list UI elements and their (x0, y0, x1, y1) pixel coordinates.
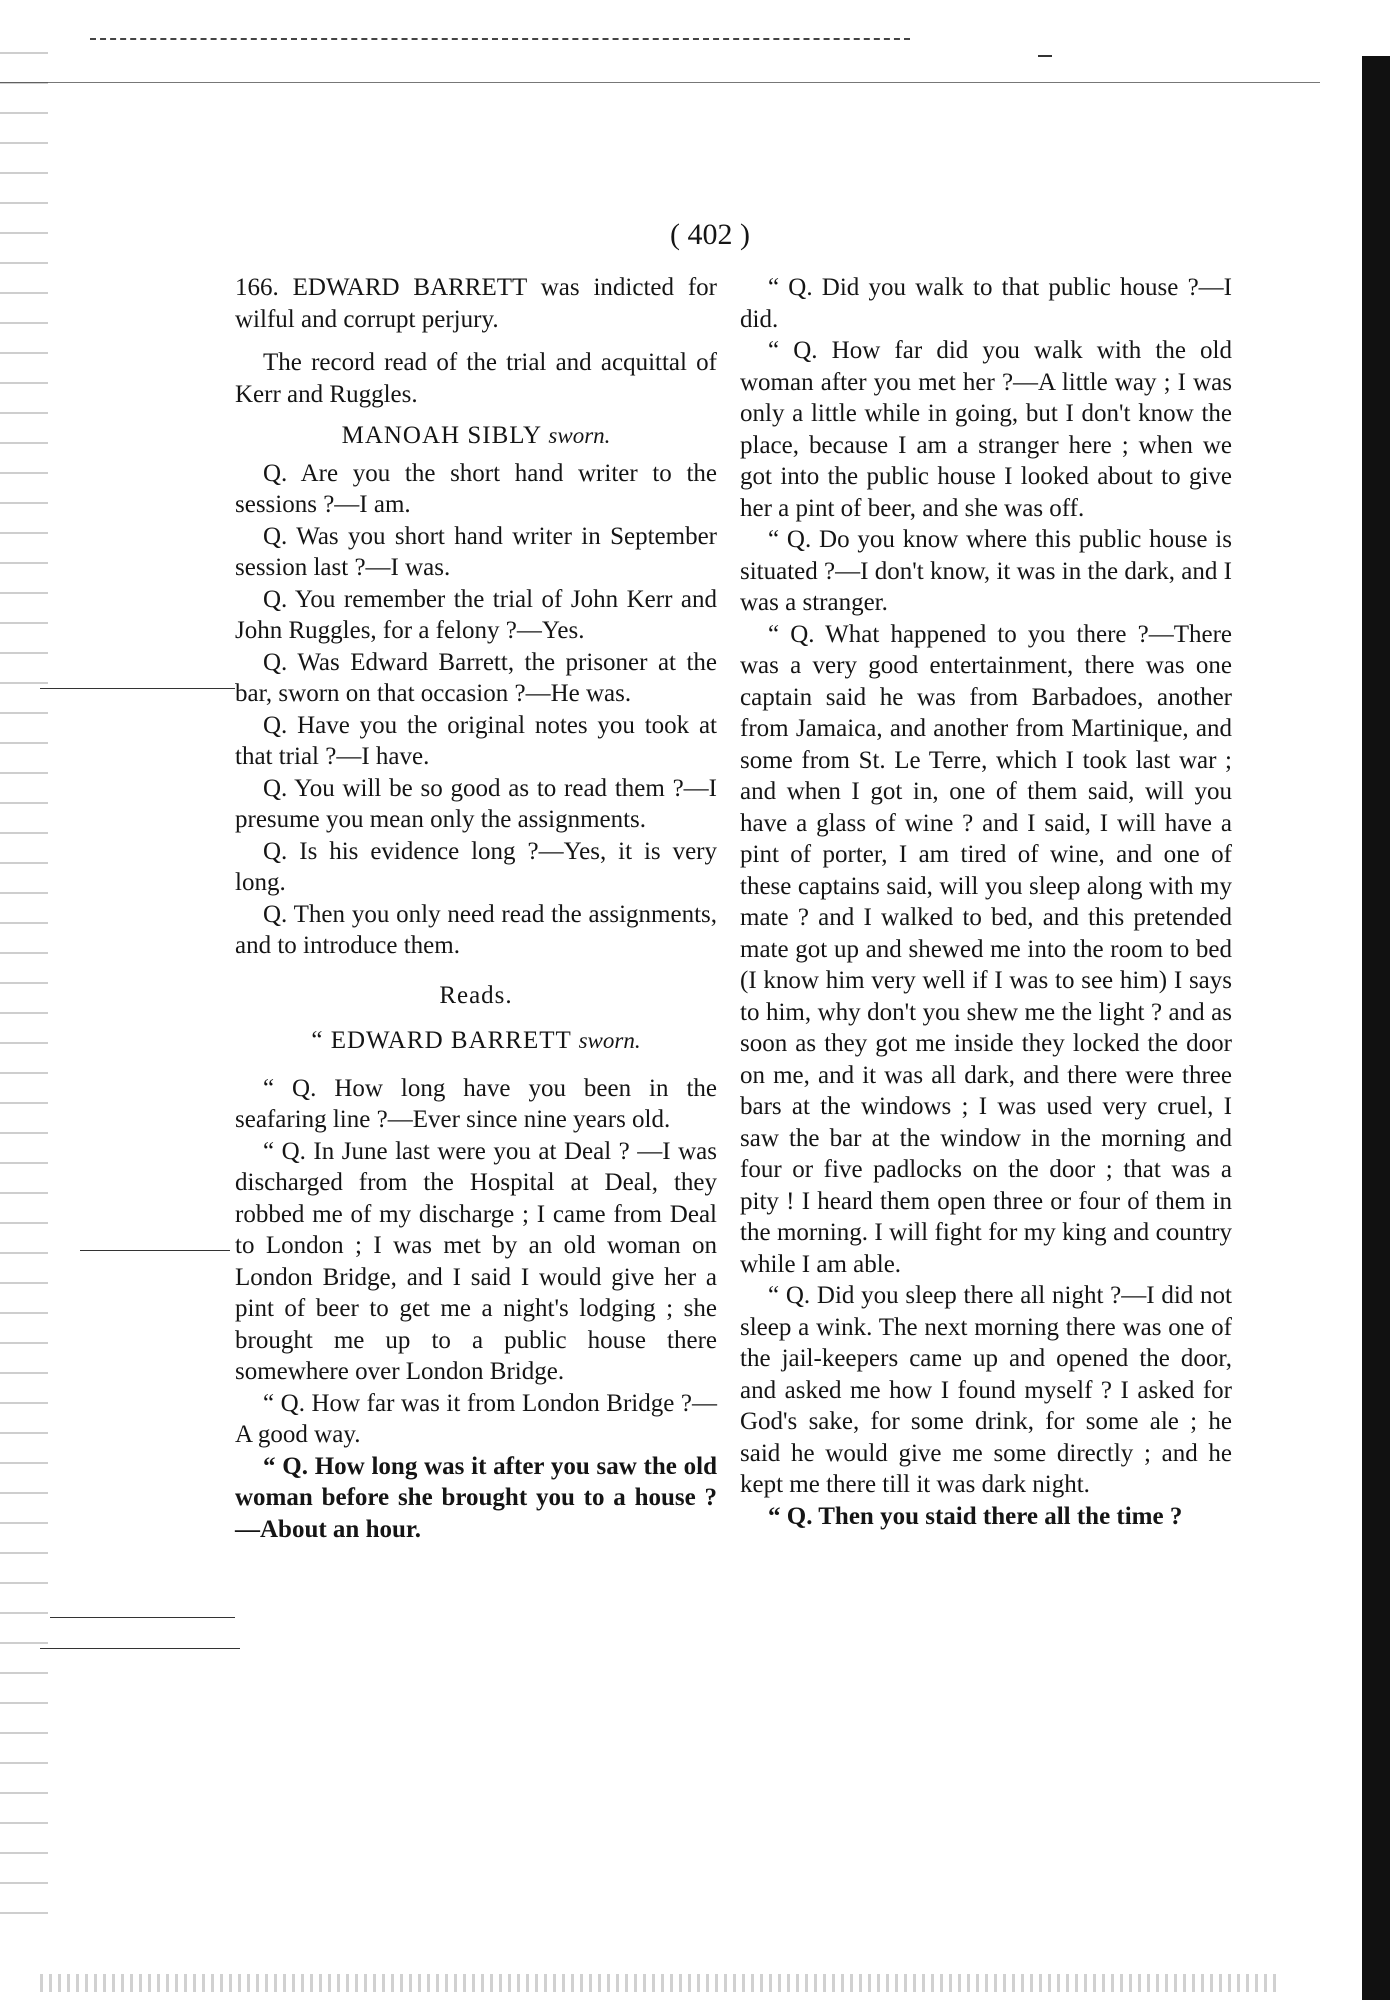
scan-bottom-noise (40, 1974, 1280, 1992)
sworn-label: sworn. (578, 1028, 641, 1053)
scan-rule (40, 688, 235, 689)
scan-edge-shadow (1362, 56, 1390, 2000)
sworn-label: sworn. (548, 423, 611, 448)
question-answer: “ Q. What happened to you there ?—There was a very good entertainment, there was one captain said he was from Barbadoes, another from Jamaica, and another from Martinique, and some from St. Le Terre, which I took last war ; and when I got in, one of them said, will you have a glass of wine ? and I said, I will have a pint of porter, I am tired of wine, and one of these captains said, will you sleep along with my mate ? and I walked to bed, and this pretended mate got up and shewed me into the room to bed (I know him very well if I was to see him) I says to him, why don't you shew me the light ? and as soon as they got me inside they locked the door on me, and it was all dark, and there were three bars at the windows ; I was used very cruel, I saw the bar at the window in the morning and four or five padlocks on the door ; that was a pity ! I heard them open three or four of them in the morning. I will fight for my king and country while I am able. (740, 620, 1232, 1278)
question-answer: Q. Was Edward Barrett, the prisoner at the bar, sworn on that occasion ?—He was. (235, 648, 717, 707)
scan-mark (1038, 55, 1052, 57)
right-column (740, 272, 1232, 1532)
question-answer: Q. Have you the original notes you took at that trial ?—I have. (235, 711, 717, 770)
reads-heading: Reads. (439, 981, 513, 1009)
scan-top-rule (0, 82, 1320, 83)
question-answer: “ Q. In June last were you at Deal ? —I was discharged from the Hospital at Deal, they robbed me of my discharge ; I came from Deal to London ; I was met by an old woman on London Bridge, and I said I would give her a pint of beer to get me a night's lodging ; she brought me up to a public house there somewhere over London Bridge. (235, 1137, 717, 1385)
question-answer: “ Q. Do you know where this public house is situated ?—I don't know, it was in the dark, and I was a stranger. (740, 526, 1232, 616)
question-answer: “ Q. How far did you walk with the old woman after you met her ?—A little way ; I was only a little while in going, but I don't know the place, because I am a stranger here ; when we got into the public house I looked about to give her a pint of beer, and she was off. (740, 337, 1232, 522)
witness-name: “ EDWARD BARRETT (311, 1027, 572, 1054)
page-number: ( 402 ) (670, 218, 750, 251)
question-answer: Q. Are you the short hand writer to the sessions ?—I am. (235, 459, 717, 518)
scan-rule (40, 1648, 240, 1649)
question-answer: “ Q. Did you sleep there all night ?—I did not sleep a wink. The next morning there was one of the jail-keepers came up and opened the door, and asked me how I found myself ? I asked for God's sake, for some drink, for some ale ; he said he would give me some directly ; and he kept me there till it was dark night. (740, 1282, 1232, 1498)
question-answer: “ Q. How long was it after you saw the old woman before she brought you to a house ?—About an hour. (235, 1452, 717, 1543)
scan-top-border (90, 38, 910, 40)
witness-heading (235, 1025, 717, 1057)
question-answer: “ Q. Did you walk to that public house ?—I did. (740, 274, 1232, 333)
question-answer: Q. You remember the trial of John Kerr and John Ruggles, for a felony ?—Yes. (235, 585, 717, 644)
paragraph: The record read of the trial and acquittal of Kerr and Ruggles. (235, 349, 717, 408)
scan-left-margin-noise (0, 40, 48, 1920)
left-column (235, 272, 717, 1545)
question-answer: Q. Was you short hand writer in September session last ?—I was. (235, 522, 717, 581)
question-answer: “ Q. How far was it from London Bridge ?—A good way. (235, 1389, 717, 1448)
question-answer: Q. Is his evidence long ?—Yes, it is very long. (235, 837, 717, 896)
question-answer: “ Q. Then you staid there all the time ? (768, 1502, 1183, 1530)
scan-rule (50, 1617, 235, 1618)
question-answer: Q. You will be so good as to read them ?—I presume you mean only the assignments. (235, 774, 717, 833)
question-answer: Q. Then you only need read the assignments, and to introduce them. (235, 900, 717, 959)
witness-name: MANOAH SIBLY (341, 422, 542, 449)
indictment-lead: 166. EDWARD BARRETT was indicted for wilful and corrupt perjury. (235, 274, 717, 333)
witness-heading (235, 420, 717, 452)
question-answer: “ Q. How long have you been in the seafaring line ?—Ever since nine years old. (235, 1074, 717, 1133)
scan-rule (80, 1250, 230, 1251)
